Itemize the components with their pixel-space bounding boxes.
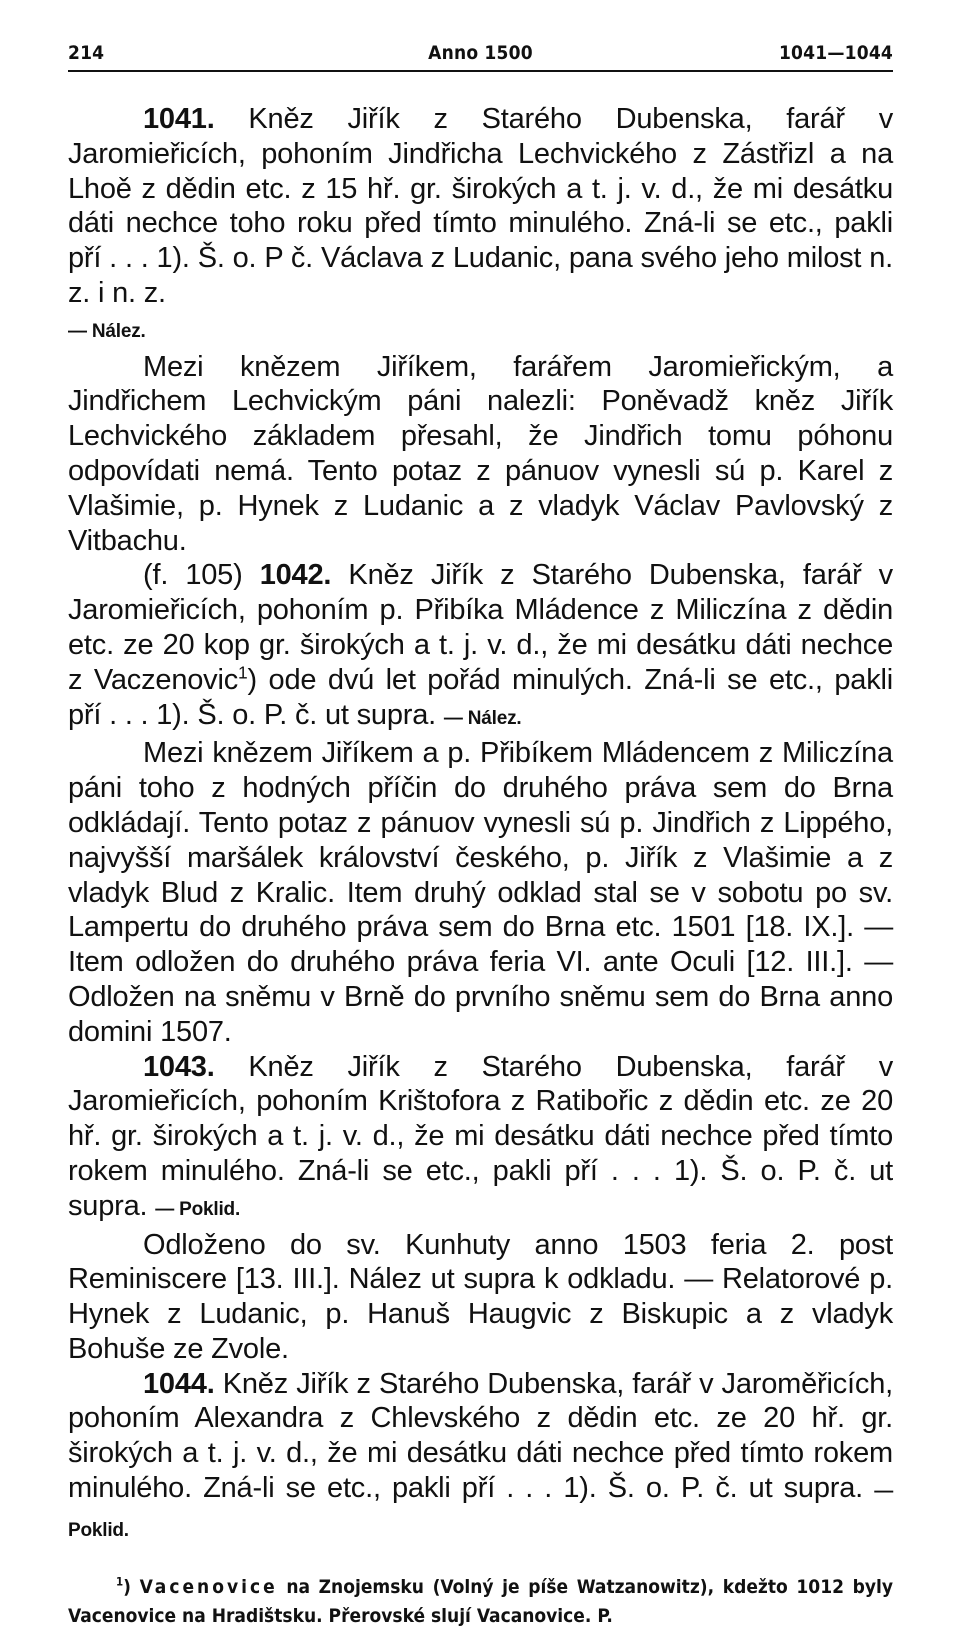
entry-verdict: — Poklid. [68,1481,893,1541]
entry-verdict: — Nález. [443,707,522,729]
body-text [68,102,893,1549]
entry-text-continued: ) ode dvú let pořád minulých. Zná-li se etc., pakli pří . . . 1). Š. o. P. č. ut supra. [68,663,893,731]
running-header [68,30,893,64]
folio-ref: (f. 105) [143,559,260,592]
entry-number: 1044. [143,1367,215,1400]
entry-1043 [68,1050,893,1228]
footnote-text: na Znojemsku (Volný je píše Watzanowitz), kdežto 1012 byly Vacenovice na Hradištsku. Přerovské slují Vacanovice. P. [68,1575,893,1627]
entry-text: Kněz Jiřík z Starého Dubenska, farář v Jaromieřicích, pohoním Krištofora z Ratibořic z dědin etc. ze 20 hř. gr. širokých a t. j. v. d., že mi desátku dáti nechce před tímto rokem minulého. Zná-li se etc., pakli pří . . . 1). Š. o. P. č. ut supra. [68,1050,893,1222]
entry-number: 1041. [143,103,215,135]
entry-ruling: Mezi knězem Jiříkem a p. Přibíkem Mládencem z Miliczína páni toho z hodných příčin do druhého práva sem do Brna odkládají. Tento potaz z pánuov vynesli sú p. Jindřich z Lippého, najvyšší maršálek království českého, p. Jiřík z Vlašimie a z vladyk Blud z Kralic. Item druhý odklad stal se v sobotu po sv. Lampertu do druhého práva sem do Brna etc. 1501 [18. IX.]. — Item odložen do druhého práva feria VI. ante Oculi [12. III.]. — Odložen na sněmu v Brně do prvního sněmu sem do Brna anno domini 1507. [68,737,893,1048]
entry-text: Kněz Jiřík z Starého Dubenska, farář v Jaroměřicích, pohoním Alexandra z Chlevského z dědin etc. ze 20 hř. gr. širokých a t. j. v. d., že mi desátku dáti nechce před tímto rokem minulého. Zná-li se etc., pakli pří . . . 1). Š. o. P. č. ut supra. [68,1367,893,1505]
entry-text: Kněz Jiřík z Starého Dubenska, farář v Jaromieřicích, pohoním Jindřicha Lechvického z Zástřizl a na Lhoě z dědin etc. z 15 hř. gr. širokých a t. j. v. d., že mi desátku dáti nechce toho roku před tímto minulého. Zná-li se etc., pakli pří . . . 1). Š. o. P č. Václava z Ludanic, pana svého jeho milost n. z. i n. z. [68,103,893,309]
entry-1044 [68,1367,893,1549]
footnote-1: $^1$) Vacenovice na Znojemsku (Volný je píše Watzanowitz), kdežto 1012 byly Vacenovice na Hradištsku. Přerovské slují Vacanovice. P. [68,1574,893,1627]
footnote-mark: 1 [116,1574,124,1589]
entry-ruling: Odloženo do sv. Kunhuty anno 1503 feria 2. post Reminiscere [13. III.]. Nález ut supra k odkladu. — Relatorové p. Hynek z Ludanic, p. Hanuš Haugvic z Biskupic a z vladyk Bohuše ze Zvole. [68,1228,893,1365]
footnote-mark: 1 [238,662,248,683]
entry-number: 1042. [259,559,332,592]
footnote-name: Vacenovice [139,1575,278,1598]
entry-ruling: Mezi knězem Jiříkem, farářem Jaromieřickým, a Jindřichem Lechvickým páni nalezli: Poněvadž kněz Jiřík Lechvického základem přesahl, že Jindřich tomu póhonu odpovídati nemá. Tento potaz z pánuov vynesli sú p. Karel z Vlašimie, p. Hynek z Ludanic a z vladyk Václav Pavlovský z Vitbachu. [68,350,893,557]
entry-text: Kněz Jiřík z Starého Dubenska, farář v Jaromieřicích, pohoním p. Přibíka Mládence z Miliczína z dědin etc. ze 20 kop gr. širokých a t. j. v. d., že mi desátku dáti nechce z Vaczenovic [68,559,893,696]
page-number: 214 [68,42,105,64]
entry-1042 [68,558,893,736]
entry-range: 1041—1044 [778,42,893,64]
entry-number: 1043. [143,1050,215,1083]
footnotes [68,1573,893,1631]
entry-verdict: — Nález. [68,320,146,342]
header-rule [68,70,893,72]
entry-1041 [68,102,893,311]
entry-verdict: — Poklid. [155,1198,241,1220]
running-title: Anno 1500 [428,42,533,64]
page [68,30,893,1631]
